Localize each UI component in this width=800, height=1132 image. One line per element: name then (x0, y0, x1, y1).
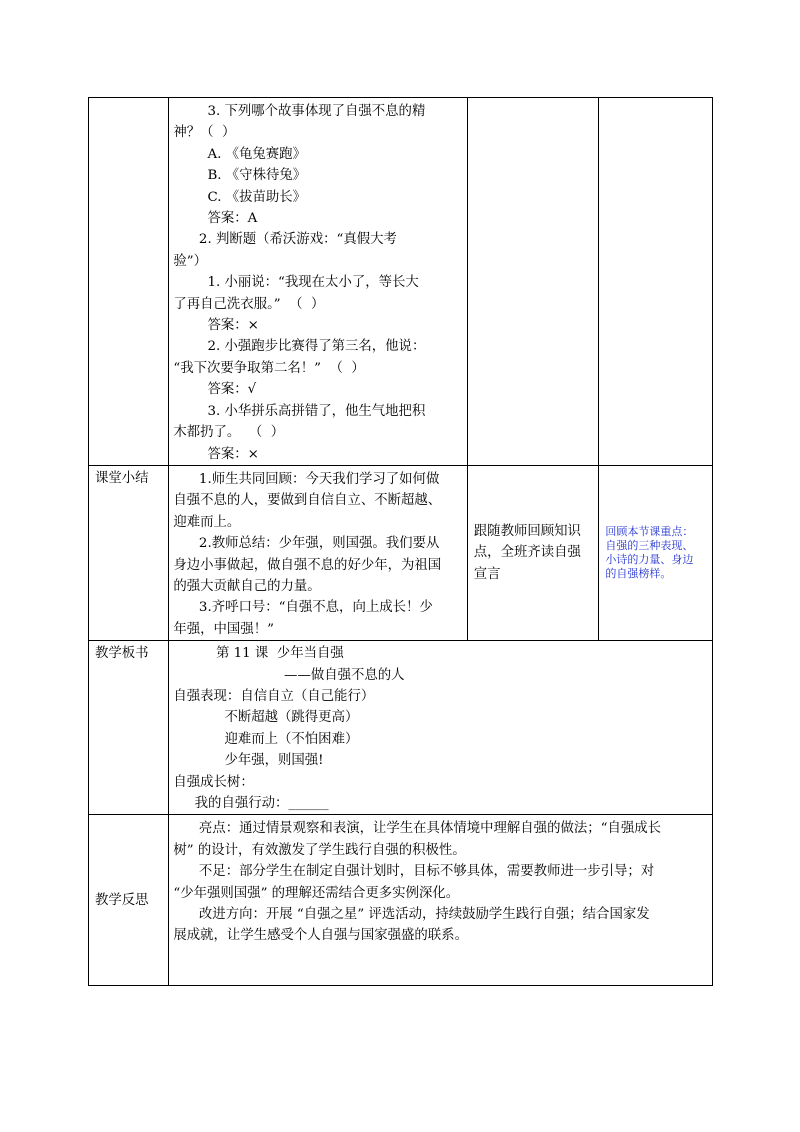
board-line: 自强成长树： (173, 774, 254, 790)
quiz-line: 答案：√ (173, 382, 257, 398)
design-note-line: 小诗的力量、身边 (605, 553, 694, 567)
quiz-line: 答案：× (173, 446, 259, 462)
reflection-line: 改进方向：开展 “自强之星” 评选活动，持续鼓励学生践行自强；结合国家发 (173, 907, 650, 923)
quiz-line: “我下次要争取第二名！” （ ） (173, 360, 365, 376)
quiz-line: 2. 判断题（希沃游戏：“真假大考 (173, 232, 397, 248)
reflection-content-cell (169, 815, 713, 986)
design-note-line: 的自强榜样。 (605, 567, 672, 581)
quiz-line: C. 《拔苗助长》 (173, 189, 307, 205)
summary-line: 年强，中国强！” (173, 621, 274, 637)
quiz-line: B. 《守株待兔》 (173, 168, 307, 184)
quiz-line: 3. 下列哪个故事体现了自强不息的精 (173, 104, 426, 119)
summary-label-cell (89, 465, 169, 640)
quiz-line: 验”） (173, 253, 208, 269)
board-line: 不断超越（跳得更高） (173, 710, 359, 726)
summary-content-cell (169, 465, 467, 640)
summary-note-cell (599, 465, 713, 640)
quiz-student-cell (467, 98, 599, 466)
quiz-line: 1. 小丽说：“我现在太小了，等长大 (173, 275, 419, 291)
student-activity-line: 点，全班齐读自强 (473, 545, 581, 561)
reflection-label-cell (89, 815, 169, 986)
quiz-line: 了再自己洗衣服。” （ ） (173, 296, 325, 312)
quiz-label-cell (89, 98, 169, 466)
quiz-line: A. 《龟兔赛跑》 (173, 146, 306, 162)
board-line: 我的自强行动：______ (173, 796, 329, 811)
board-title: 第 11 课 少年当自强 (173, 646, 344, 662)
board-row (89, 641, 713, 815)
quiz-line: 木都扔了。 （ ） (173, 425, 285, 441)
reflection-line: 不足：部分学生在制定自强计划时，目标不够具体，需要教师进一步引导；对 (173, 864, 655, 880)
summary-line: 迎难而上。 (173, 514, 241, 530)
reflection-label: 教学反思 (95, 892, 149, 908)
reflection-row (89, 815, 713, 986)
reflection-line: 亮点：通过情景观察和表演，让学生在具体情境中理解自强的做法；“自强成长 (173, 821, 662, 837)
summary-label: 课堂小结 (95, 470, 149, 486)
board-subtitle: ——做自强不息的人 (173, 667, 405, 683)
quiz-line: 2. 小强跑步比赛得了第三名，他说： (173, 339, 426, 355)
quiz-line: 答案：× (173, 318, 259, 334)
reflection-line: 展成就，让学生感受个人自强与国家强盛的联系。 (173, 928, 468, 944)
summary-line: 身边小事做起，做自强不息的好少年，为祖国 (173, 557, 442, 573)
quiz-content-cell (169, 98, 467, 466)
board-label: 教学板书 (95, 646, 149, 662)
board-line: 自强表现：自信自立（自己能行） (173, 688, 375, 704)
student-activity-line: 宣言 (473, 566, 501, 582)
board-line: 少年强，则国强! (173, 753, 324, 769)
reflection-line: 树” 的设计，有效激发了学生践行自强的积极性。 (173, 842, 466, 858)
summary-row (89, 465, 713, 640)
quiz-note-cell (599, 98, 713, 466)
board-line: 迎难而上（不怕困难） (173, 731, 359, 747)
quiz-line: 3. 小华拼乐高拼错了，他生气地把积 (173, 403, 426, 419)
summary-line: 2.教师总结：少年强，则国强。我们要从 (173, 536, 440, 552)
summary-line: 3.齐呼口号：“自强不息，向上成长！少 (173, 600, 433, 616)
summary-line: 自强不息的人，要做到自信自立、不断超越、 (173, 493, 442, 509)
board-label-cell (89, 641, 169, 815)
lesson-plan-table (88, 97, 713, 986)
quiz-line: 神？（ ） (173, 125, 236, 141)
design-note-line: 自强的三种表现、 (605, 539, 694, 553)
reflection-line: “少年强则国强” 的理解还需结合更多实例深化。 (173, 885, 460, 901)
student-activity-line: 跟随教师回顾知识 (473, 523, 581, 539)
summary-student-cell (467, 465, 599, 640)
summary-line: 的强大贡献自己的力量。 (173, 578, 321, 594)
summary-line: 1.师生共同回顾：今天我们学习了如何做 (173, 471, 440, 487)
board-content-cell (169, 641, 713, 815)
quiz-row (89, 98, 713, 466)
design-note-line: 回顾本节课重点： (605, 525, 694, 539)
quiz-line: 答案：A (173, 211, 258, 227)
